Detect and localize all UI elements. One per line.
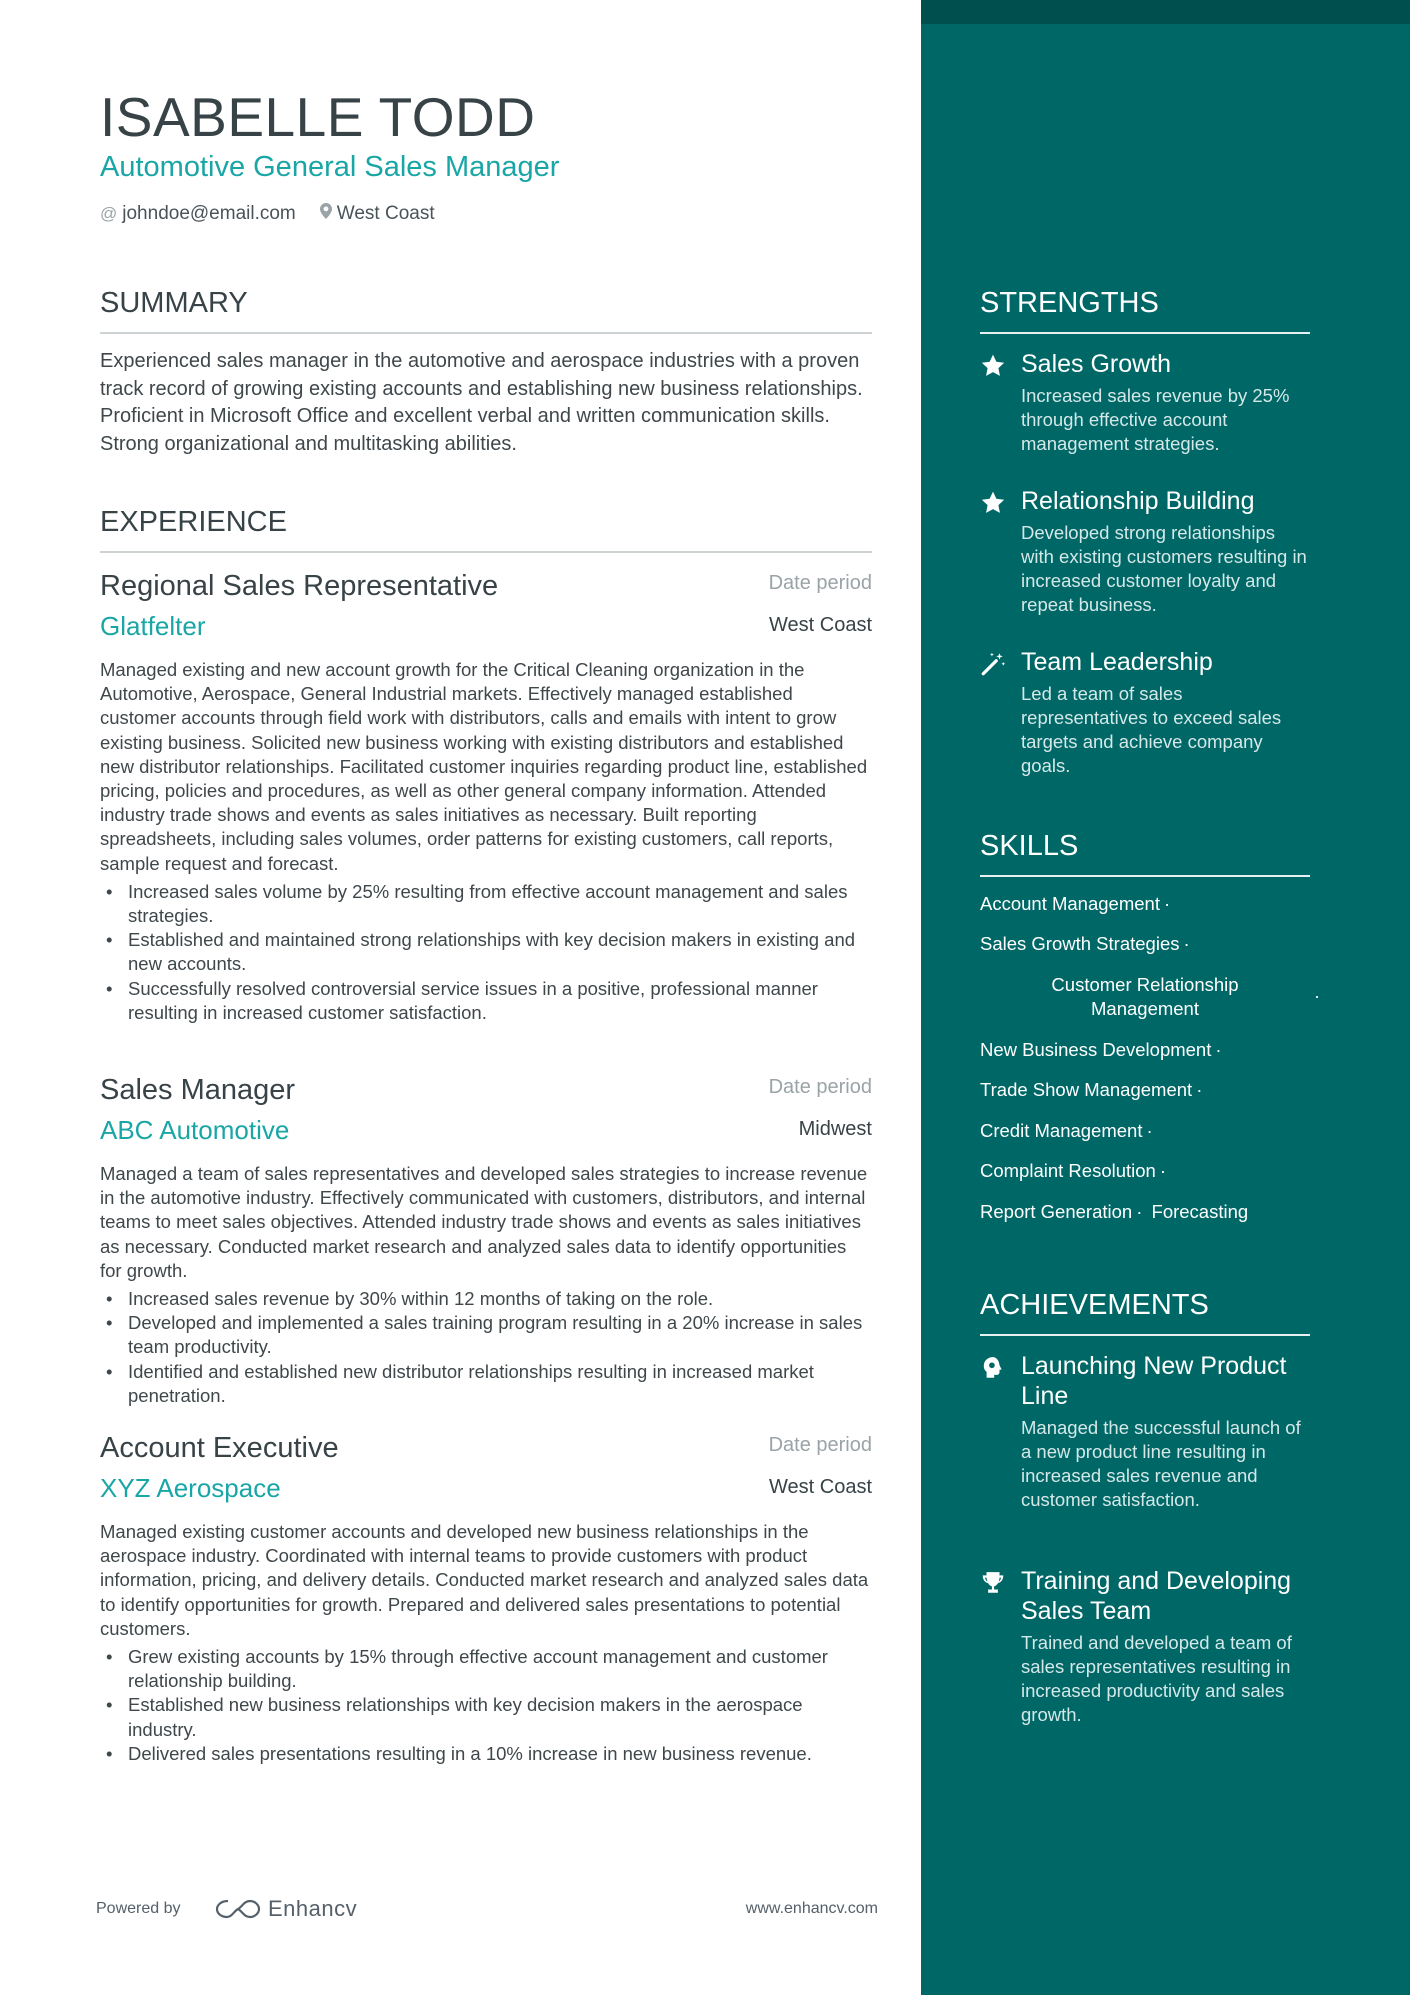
job-company: XYZ Aerospace: [100, 1473, 281, 1503]
skill-label: Trade Show Management: [980, 1079, 1193, 1100]
achievement-title: Training and Developing Sales Team: [1021, 1567, 1292, 1625]
trophy-icon: [980, 1570, 1006, 1596]
job-bullets: [100, 1287, 872, 1408]
skill-label: Complaint Resolution: [980, 1160, 1156, 1181]
job-company: ABC Automotive: [100, 1115, 290, 1145]
summary-heading: SUMMARY: [100, 286, 872, 334]
star-icon: [980, 490, 1006, 516]
skill-separator: ·: [1196, 1079, 1203, 1100]
skill-separator: ·: [1146, 1120, 1153, 1141]
job-bullets: [100, 1645, 872, 1766]
skill-item: [980, 1200, 1248, 1224]
achievement-title: Launching New Product Line: [1021, 1352, 1287, 1410]
skill-label: Account Management: [980, 893, 1160, 914]
job-title: Sales Manager: [100, 1074, 296, 1106]
magic-wand-icon: [980, 651, 1006, 677]
achievements-heading: ACHIEVEMENTS: [980, 1288, 1310, 1336]
summary-text: Experienced sales manager in the automotive and aerospace industries with a proven track record of growing existing accounts and establishing new business relationships. Proficient in Microsoft Office and excellent verbal and written communication skills. Strong organizational and multitasking abilities.: [100, 350, 863, 455]
skill-separator: ·: [1159, 1160, 1167, 1181]
strength-title: Team Leadership: [1021, 648, 1213, 676]
strength-item: [980, 647, 1310, 778]
job-location: West Coast: [769, 1476, 872, 1498]
strength-title: Relationship Building: [1021, 487, 1255, 515]
achievement-desc: Trained and developed a team of sales representatives resulting in increased productivity and sales growth.: [1021, 1632, 1292, 1725]
strengths-heading: STRENGTHS: [980, 286, 1310, 334]
star-icon: [980, 353, 1006, 379]
candidate-name: ISABELLE TODD: [100, 86, 536, 148]
contact-row: [100, 201, 459, 227]
job-entry: [100, 568, 872, 1025]
strength-desc: Led a team of sales representatives to exceed sales targets and achieve company goals.: [1021, 683, 1282, 776]
email-text: johndoe@email.com: [122, 203, 296, 224]
brand-name: Enhancv: [268, 1896, 358, 1921]
skill-separator: ·: [1314, 986, 1320, 1006]
job-date: Date period: [768, 1434, 872, 1456]
skill-item: [980, 932, 1190, 956]
powered-by-text: Powered by: [96, 1900, 181, 1917]
contact-email[interactable]: [100, 201, 296, 227]
job-entry: [100, 1430, 872, 1766]
location-text: West Coast: [336, 203, 435, 224]
skill-item: [980, 1078, 1202, 1102]
skill-label: Sales Growth Strategies: [980, 933, 1180, 954]
contact-location: [320, 201, 435, 227]
skill-item: [980, 973, 1310, 1021]
experience-heading: EXPERIENCE: [100, 505, 872, 553]
job-company: Glatfelter: [100, 611, 206, 641]
strength-desc: Developed strong relationships with existing customers resulting in increased customer loyalty and repeat business.: [1021, 522, 1307, 615]
job-bullet: • Successfully resolved controversial service issues in a positive, professional manner resulting in increased customer satisfaction.: [100, 977, 872, 1025]
enhancv-logo-icon: [214, 1897, 262, 1921]
sidebar-top-band: [921, 0, 1410, 24]
location-pin-icon: [320, 201, 332, 227]
skill-separator: ·: [1136, 1201, 1143, 1222]
strength-desc: Increased sales revenue by 25% through effective account management strategies.: [1021, 385, 1290, 454]
job-bullet: • Established and maintained strong relationships with key decision makers in existing and new accounts.: [100, 928, 872, 976]
job-bullets: [100, 880, 872, 1025]
job-title: Account Executive: [100, 1432, 339, 1464]
skill-separator: ·: [1215, 1039, 1222, 1060]
job-bullet: • Increased sales revenue by 30% within 12 months of taking on the role.: [100, 1287, 872, 1311]
job-description: Managed a team of sales representatives and developed sales strategies to increase revenue in the automotive industry. Effectively communicated with customers, distributors, and internal teams to meet sales objectives. Attended industry trade shows and events as sales initiatives as necessary. Conducted market research and analyzed sales data to identify opportunities for growth.: [100, 1163, 868, 1281]
job-location: Midwest: [798, 1118, 872, 1140]
achievement-item: [980, 1566, 1310, 1727]
brain-icon: [980, 1355, 1006, 1381]
strength-item: [980, 349, 1310, 456]
skill-item: [980, 1038, 1222, 1062]
job-date: Date period: [768, 572, 872, 594]
skill-item: [980, 1119, 1153, 1143]
sidebar: [921, 0, 1410, 1995]
job-location: West Coast: [769, 614, 872, 636]
at-icon: @: [100, 204, 118, 223]
achievement-item: [980, 1351, 1310, 1512]
skill-label: Customer Relationship Management: [1051, 974, 1239, 1019]
strength-item: [980, 486, 1310, 617]
achievement-desc: Managed the successful launch of a new product line resulting in increased sales revenue and customer satisfaction.: [1021, 1417, 1301, 1510]
job-bullet: • Established new business relationships with key decision makers in the aerospace industry.: [100, 1693, 872, 1741]
skill-item: [980, 892, 1170, 916]
enhancv-logo[interactable]: [214, 1896, 357, 1922]
job-description: Managed existing customer accounts and developed new business relationships in the aerospace industry. Coordinated with internal teams to provide customers with product information, pricing, and delivery details. Conducted market research and analyzed sales data to identify opportunities for growth. Prepared and delivered sales presentations to potential customers.: [100, 1521, 869, 1639]
footer: [96, 1896, 878, 1926]
job-entry: [100, 1072, 872, 1408]
website-link[interactable]: www.enhancv.com: [745, 1900, 878, 1917]
job-description: Managed existing and new account growth for the Critical Cleaning organization in the Automotive, Aerospace, General Industrial markets. Effectively managed established customer accounts through field work with distributors, calls and emails with intent to grow existing business. Solicited new business working with existing distributors and established new distributor relationships. Facilitated customer inquiries regarding product line, established pricing, policies and procedures, as well as other general company information. Attended industry trade shows and events as sales initiatives as necessary. Built reporting spreadsheets, including sales volumes, order patterns for existing customers, call reports, sample request and forecast.: [100, 659, 868, 874]
job-bullet: • Delivered sales presentations resulting in a 10% increase in new business revenue.: [100, 1742, 872, 1766]
skill-item: [980, 1159, 1166, 1183]
candidate-title: Automotive General Sales Manager: [100, 151, 560, 183]
skill-label: Credit Management: [980, 1120, 1143, 1141]
skill-separator: ·: [1183, 933, 1190, 954]
job-date: Date period: [768, 1076, 872, 1098]
skill-label: Report Generation: [980, 1201, 1133, 1222]
skill-label: Forecasting: [1151, 1201, 1249, 1222]
job-bullet: • Increased sales volume by 25% resulting from effective account management and sales strategies.: [100, 880, 872, 928]
skill-label: New Business Development: [980, 1039, 1212, 1060]
skill-separator: ·: [1163, 893, 1171, 914]
job-bullet: • Grew existing accounts by 15% through effective account management and customer relationship building.: [100, 1645, 872, 1693]
job-bullet: • Identified and established new distributor relationships resulting in increased market penetration.: [100, 1360, 872, 1408]
strength-title: Sales Growth: [1021, 350, 1172, 378]
job-title: Regional Sales Representative: [100, 570, 499, 602]
skills-heading: SKILLS: [980, 829, 1310, 877]
job-bullet: • Developed and implemented a sales training program resulting in a 20% increase in sales team productivity.: [100, 1311, 872, 1359]
